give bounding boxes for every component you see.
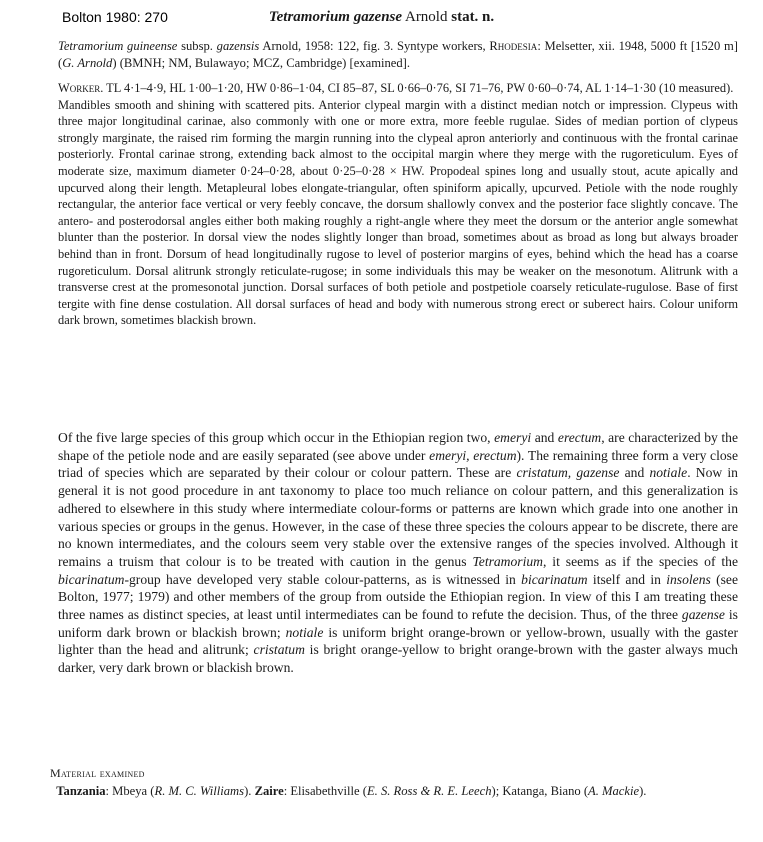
synonym-collector: G. Arnold xyxy=(62,56,113,70)
taxon-name: Tetramorium xyxy=(472,553,543,569)
material-locality: : Elisabethville ( xyxy=(283,784,367,798)
synonym-rank: subsp. xyxy=(181,39,213,53)
material-heading: Material examined xyxy=(50,766,145,780)
discussion-text: , are characterized by the shape of the petiole node and are easily separated (see above under xyxy=(58,430,739,463)
worker-measurements: TL 4·1–4·9, HL 1·00–1·20, HW 0·86–1·04, CI 85–87, SL 0·66–0·76, SI 71–76, PW 0·60–0·74, AL 1·14–1·30 (10 measured). xyxy=(106,81,734,95)
material-collector: R. M. C. Williams xyxy=(154,784,245,798)
material-country: Zaire xyxy=(254,784,284,798)
species-name: Tetramorium gazense xyxy=(268,9,403,25)
material-collector: E. S. Ross & R. E. Leech xyxy=(366,784,492,798)
worker-description xyxy=(58,80,738,329)
species-author: Arnold xyxy=(404,9,448,25)
taxon-name: notiale xyxy=(285,624,324,640)
synonym-locality: : Melsetter, xii. 1948, 5000 ft [1520 m] ( xyxy=(58,39,738,70)
discussion-text: is uniform bright orange-brown or yellow-brown, usually with the gaster lighter than the head and alitrunk; xyxy=(58,624,739,658)
taxon-name: cristatum xyxy=(253,642,305,658)
species-title xyxy=(0,9,763,26)
taxon-name: notiale xyxy=(649,465,688,481)
discussion-text: and xyxy=(534,430,555,445)
synonymy-entry xyxy=(58,38,738,72)
discussion-text: itself and in xyxy=(592,571,661,587)
taxon-name: emeryi, erectum xyxy=(429,447,517,463)
synonym-reference: Arnold, 1958: 122, fig. 3. Syntype workers, xyxy=(262,39,486,53)
discussion-text: is uniform dark brown or blackish brown; xyxy=(58,607,738,640)
material-locality: : Mbeya ( xyxy=(105,784,155,798)
material-collector: A. Mackie xyxy=(588,784,640,798)
discussion-text: ). The remaining three form a very close triad of species which are separated by their colour or colour pattern. These are xyxy=(58,447,738,481)
taxon-name: cristatum, gazense xyxy=(516,465,620,481)
taxon-name: emeryi xyxy=(494,430,532,445)
synonym-epithet: gazensis xyxy=(216,39,260,53)
worker-label: Worker. xyxy=(58,81,104,95)
synonym-country: Rhodesia xyxy=(489,39,538,53)
discussion-text: (see Bolton, 1977; 1979) and other members of the group from outside the Ethiopian region. In view of this I am treating these three names as distinct species, at least until intermediates can be found to refute the decision. Thus, of the three xyxy=(58,571,738,623)
discussion-text: . Now in general it is not good procedure in ant taxonomy to place too much reliance on colour pattern, and this generalization is adhered to elsewhere in this study where intermediate colour-forms or patterns are known which grade into one another in various species or groups in the genus. However, in the case of these three species the colours appear to be discrete, there are no known intermediates, and the colours seem very stable over the extensive ranges of the species involved. Although it remains a truism that colour is to be treated with caution in the genus xyxy=(58,465,738,569)
discussion-text: -group have developed very stable colour-patterns, as is witnessed in xyxy=(124,571,516,587)
synonym-taxon: Tetramorium guineense xyxy=(58,39,178,53)
discussion-paragraph xyxy=(58,429,738,677)
material-country: Tanzania xyxy=(56,784,106,798)
citation-label: Bolton 1980: 270 xyxy=(62,9,168,25)
discussion-text: and xyxy=(624,465,645,481)
taxon-name: erectum xyxy=(557,430,602,445)
species-status: stat. n. xyxy=(451,9,495,25)
taxon-name: bicarinatum xyxy=(58,571,125,587)
taxon-name: gazense xyxy=(681,607,725,623)
synonym-depositories: ) (BMNH; NM, Bulawayo; MCZ, Cambridge) [examined]. xyxy=(112,56,411,70)
discussion-text: , it seems as if the species of the xyxy=(542,553,739,569)
worker-description-text: Mandibles smooth and shining with scattered pits. Anterior clypeal margin with a distinct median notch or impression. Clypeus with three major longitudinal carinae, also commonly with one or more extra, more feeble rugulae. Sides of median portion of clypeus strongly marginate, the raised rim forming the margin running into the clypeal apron anteriorly and continuous with the frontal carinae posteriorly. Frontal carinae strong, extending back almost to the occipital margin where they merge with the rugoreticulum. Eyes of moderate size, maximum diameter 0·24–0·28, about 0·25–0·28 × HW. Propodeal spines long and usually stout, acute apically and upcurved along their length. Metapleural lobes elongate-triangular, often spiniform apically, upcurved. Petiole with the node roughly rectangular, the anterior face vertical or very feebly concave, the dorsum shallowly convex and the posterior face slightly concave. The antero- and posterodorsal angles either both making roughly a right-angle where they meet the dorsum or the anterior angle somewhat blunter than the posterior. In dorsal view the nodes slightly longer than broad, sometimes about as broad as long but always broader behind than in front. Dorsum of head longitudinally rugose to level of posterior margins of eyes, behind which the head has a coarse rugoreticulum. Dorsal alitrunk strongly reticulate-rugose; in some individuals this may be weaker on the mesonotum. Alitrunk with a transverse crest at the promesonotal junction. Dorsal surfaces of both petiole and postpetiole coarsely reticulate-rugulose. Base of first tergite with fine dense costulation. All dorsal surfaces of head and body with numerous strong erect or suberect hairs. Colour uniform dark brown, sometimes blackish brown. xyxy=(58,97,738,328)
taxon-name: insolens xyxy=(666,571,711,587)
discussion-text: is bright orange-yellow to bright orange-brown with the gaster always much darker, very dark brown or blackish brown. xyxy=(58,642,738,676)
material-separator: ). xyxy=(244,784,252,798)
material-separator: ). xyxy=(639,784,647,798)
material-locality: ); Katanga, Biano ( xyxy=(491,784,589,798)
discussion-text: Of the five large species of this group which occur in the Ethiopian region two, xyxy=(58,430,491,445)
taxon-name: bicarinatum xyxy=(521,571,588,587)
material-examined xyxy=(50,783,740,800)
